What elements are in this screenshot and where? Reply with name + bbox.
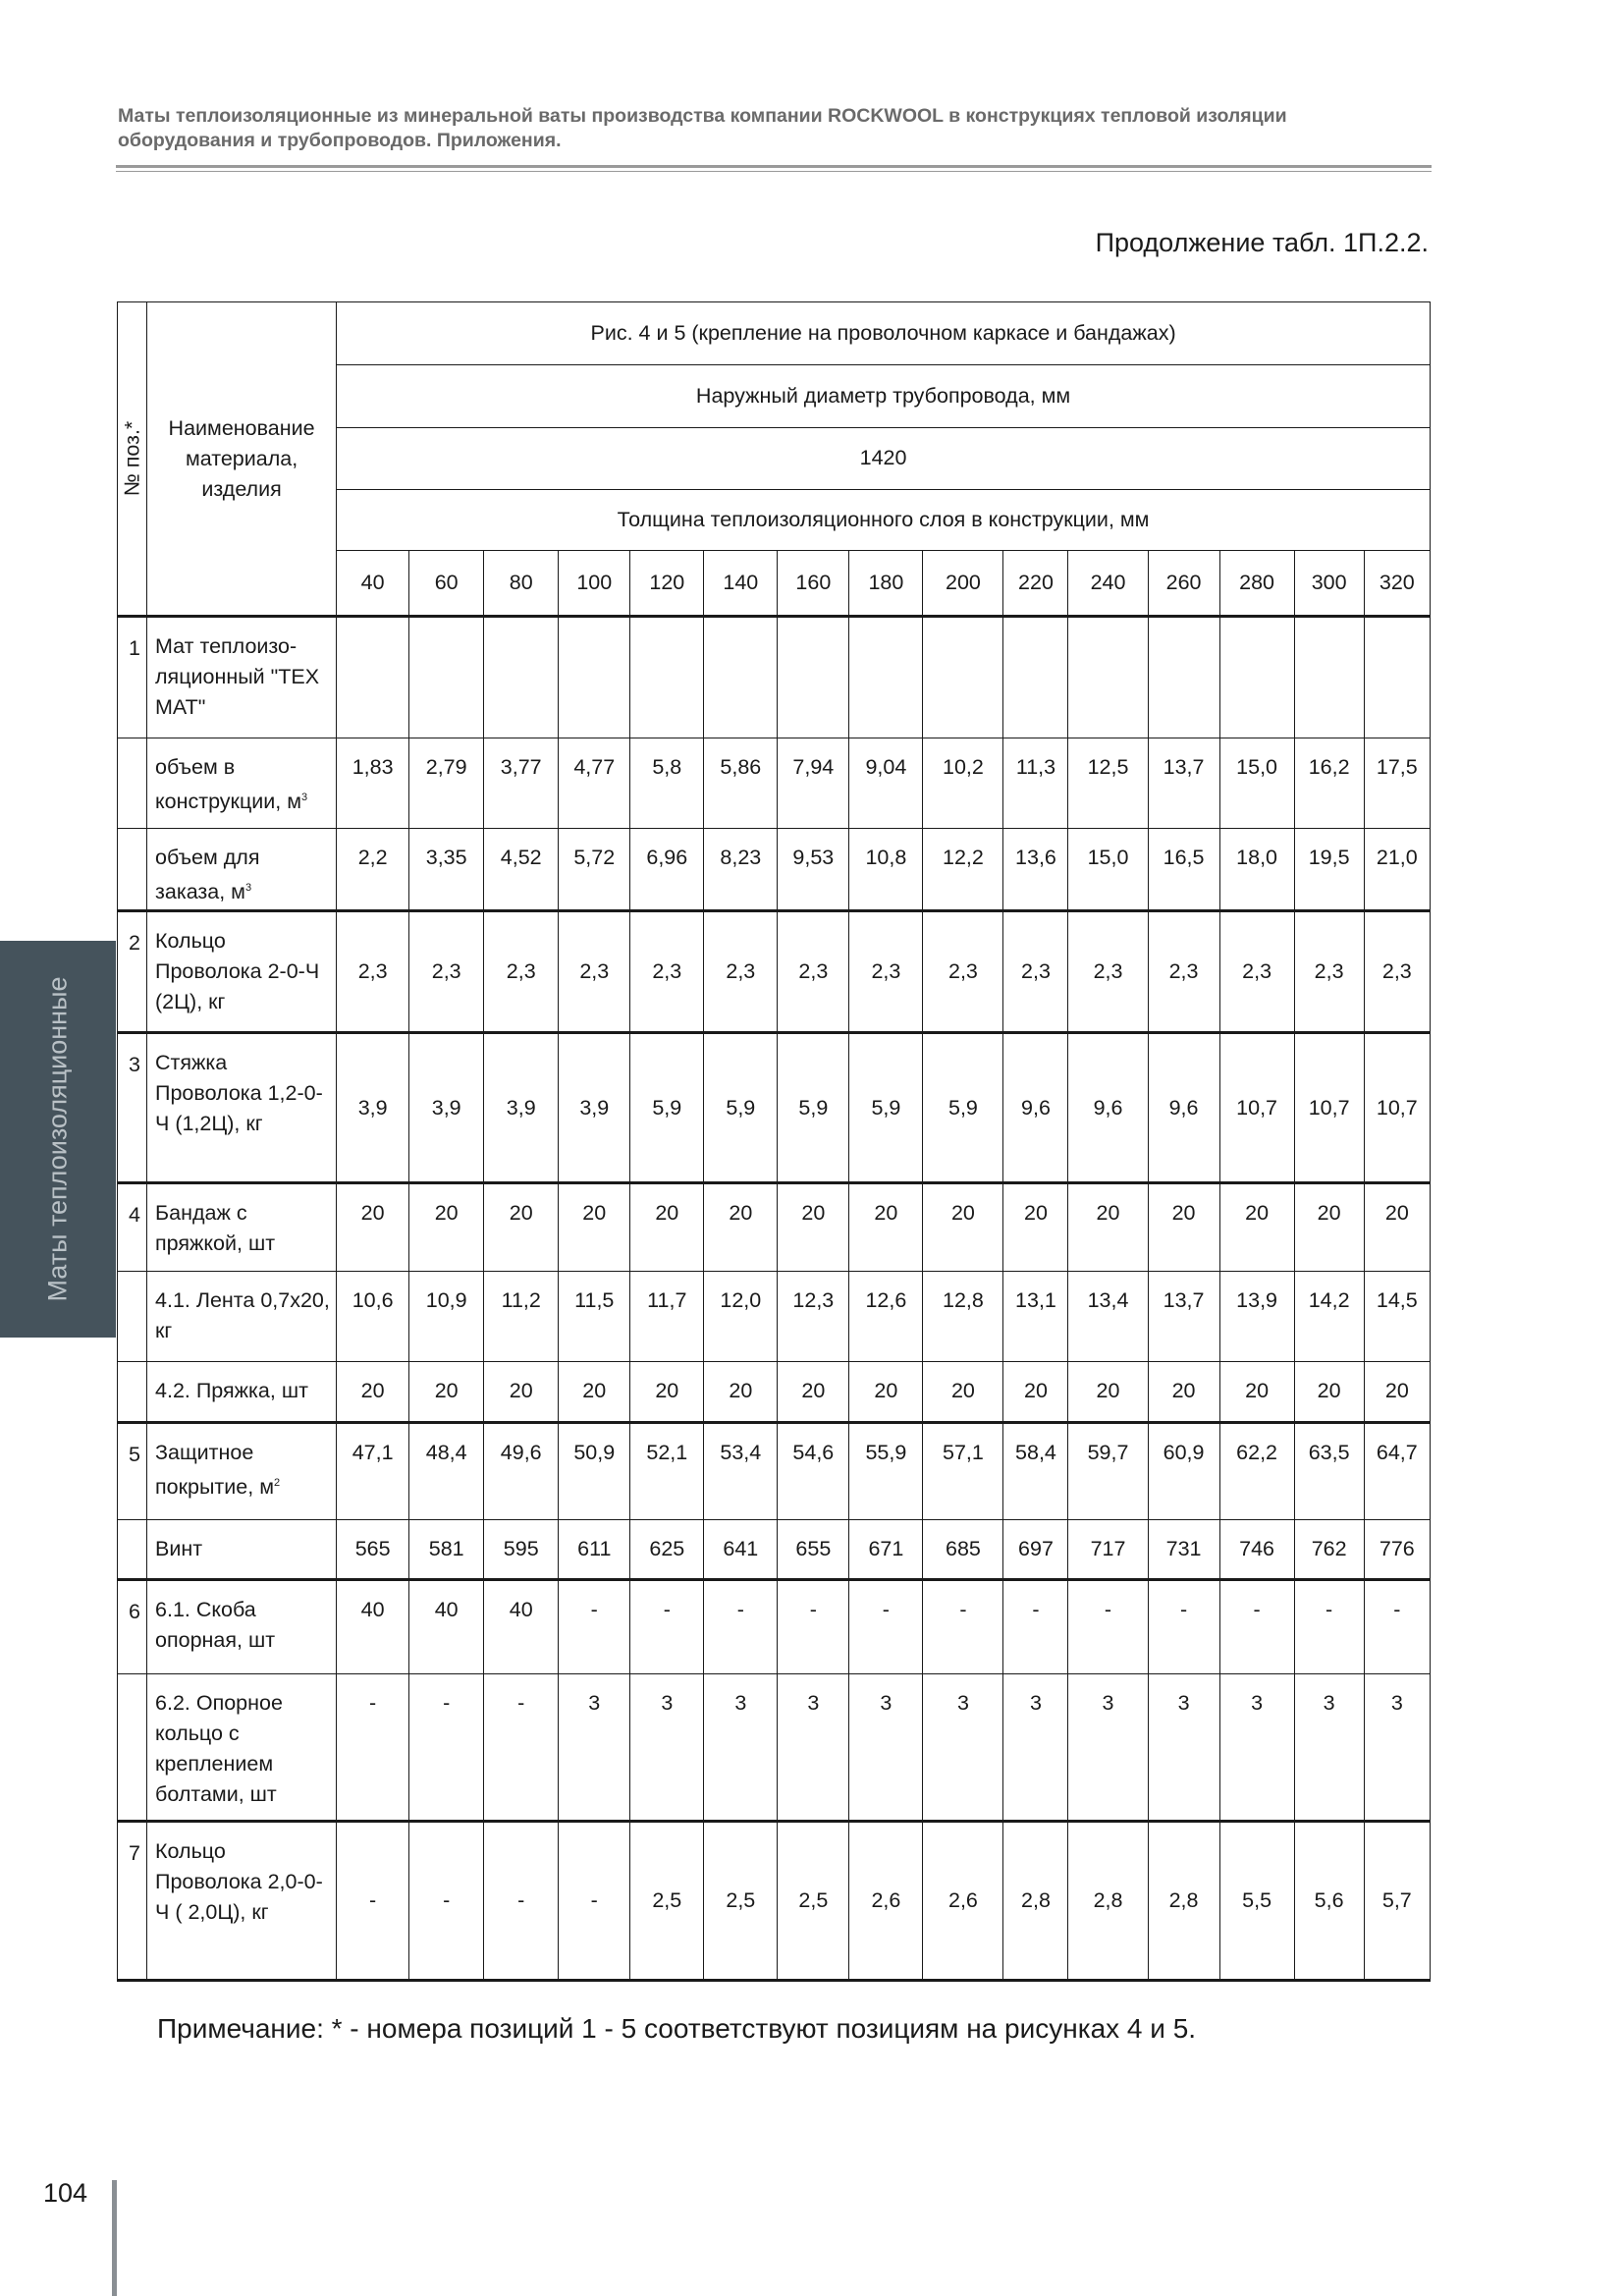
row-position-number: 5 (118, 1423, 147, 1520)
table-cell: 20 (409, 1362, 484, 1423)
table-cell: 5,6 (1294, 1822, 1364, 1981)
row-material-name (147, 829, 337, 911)
table-cell (337, 617, 409, 738)
table-cell: 10,7 (1364, 1033, 1430, 1183)
pos-header-cell (118, 302, 147, 617)
thickness-header: Толщина теплоизоляционного слоя в конструкции, мм (337, 490, 1431, 551)
table-cell: 3,9 (337, 1033, 409, 1183)
row-position-number: 3 (118, 1033, 147, 1183)
table-cell: 17,5 (1364, 738, 1430, 829)
table-cell: 3 (704, 1674, 778, 1822)
table-cell: 776 (1364, 1520, 1430, 1580)
table-cell: - (1364, 1580, 1430, 1674)
diameter-value: 1420 (337, 427, 1431, 490)
table-cell: 48,4 (409, 1423, 484, 1520)
table-cell: 58,4 (1003, 1423, 1068, 1520)
table-cell: 20 (1294, 1183, 1364, 1272)
table-cell: 762 (1294, 1520, 1364, 1580)
figure-header: Рис. 4 и 5 (крепление на проволочном каркасе и бандажах) (337, 302, 1431, 365)
table-cell: 3 (1219, 1674, 1294, 1822)
row-material-name (147, 1272, 337, 1362)
table-cell: 3,77 (484, 738, 559, 829)
table-cell: 20 (704, 1183, 778, 1272)
table-cell: 2,3 (1068, 911, 1148, 1033)
table-cell: 20 (1364, 1362, 1430, 1423)
row-material-name-text: Мат теплоизо-ляционный "ТЕХ МАТ" (155, 634, 320, 719)
row-position-number: 1 (118, 617, 147, 738)
table-cell: 5,7 (1364, 1822, 1430, 1981)
table-cell: 2,6 (923, 1822, 1003, 1981)
table-cell: 13,9 (1219, 1272, 1294, 1362)
table-row (118, 1362, 1431, 1423)
table-cell: 20 (849, 1183, 923, 1272)
row-position-number (118, 1674, 147, 1822)
table-row (118, 1674, 1431, 1822)
table-cell: 20 (409, 1183, 484, 1272)
table-cell: 3 (630, 1674, 704, 1822)
table-cell: - (923, 1580, 1003, 1674)
thickness-header-cell: 60 (409, 551, 484, 617)
table-cell: 10,7 (1294, 1033, 1364, 1183)
row-material-name-text: 4.1. Лента 0,7х20, кг (155, 1288, 330, 1342)
table-cell: 2,3 (704, 911, 778, 1033)
table-cell: 20 (1068, 1183, 1148, 1272)
table-cell (1364, 617, 1430, 738)
table-row (118, 911, 1431, 1033)
table-cell: 60,9 (1148, 1423, 1219, 1520)
table-cell: 5,9 (849, 1033, 923, 1183)
table-cell: 3 (778, 1674, 849, 1822)
table-cell: 2,6 (849, 1822, 923, 1981)
table-cell: 20 (1148, 1183, 1219, 1272)
document-header (118, 104, 1434, 153)
table-cell: 641 (704, 1520, 778, 1580)
table-cell: 20 (1003, 1183, 1068, 1272)
side-tab-label: Маты теплоизоляционные (42, 976, 73, 1302)
table-cell (1219, 617, 1294, 738)
table-cell: 5,9 (630, 1033, 704, 1183)
table-cell: 2,2 (337, 829, 409, 911)
table-cell: - (1068, 1580, 1148, 1674)
table-cell: 20 (559, 1362, 630, 1423)
table-cell: 5,9 (704, 1033, 778, 1183)
table-cell: 40 (409, 1580, 484, 1674)
table-cell: 63,5 (1294, 1423, 1364, 1520)
table-cell: - (409, 1822, 484, 1981)
table-cell: 15,0 (1068, 829, 1148, 911)
table-cell: - (1003, 1580, 1068, 1674)
table-cell: 9,53 (778, 829, 849, 911)
table-cell: 13,4 (1068, 1272, 1148, 1362)
table-cell: 2,79 (409, 738, 484, 829)
table-cell: 49,6 (484, 1423, 559, 1520)
thickness-header-cell: 120 (630, 551, 704, 617)
table-cell: 20 (337, 1362, 409, 1423)
table-cell: 13,7 (1148, 738, 1219, 829)
table-cell (849, 617, 923, 738)
thickness-header-cell: 100 (559, 551, 630, 617)
table-cell: 2,8 (1148, 1822, 1219, 1981)
table-cell: 3,9 (484, 1033, 559, 1183)
table-cell (1003, 617, 1068, 738)
table-cell: 11,7 (630, 1272, 704, 1362)
table-cell: 5,9 (778, 1033, 849, 1183)
table-cell: 9,6 (1068, 1033, 1148, 1183)
table-cell: - (1148, 1580, 1219, 1674)
row-material-name-text: Бандаж с пряжкой, шт (155, 1201, 276, 1255)
table-cell: 3 (1003, 1674, 1068, 1822)
table-cell: 581 (409, 1520, 484, 1580)
table-cell: 611 (559, 1520, 630, 1580)
page-number-bar (112, 2180, 117, 2296)
table-cell: 565 (337, 1520, 409, 1580)
row-material-name-text: Винт (155, 1537, 203, 1560)
table-cell: 16,5 (1148, 829, 1219, 911)
row-position-number (118, 738, 147, 829)
table-cell: 21,0 (1364, 829, 1430, 911)
table-cell: - (1294, 1580, 1364, 1674)
table-cell: 2,5 (704, 1822, 778, 1981)
row-material-name (147, 738, 337, 829)
table-continuation-label: Продолжение табл. 1П.2.2. (1095, 228, 1429, 257)
table-cell: - (409, 1674, 484, 1822)
table-cell: - (630, 1580, 704, 1674)
table-cell: 40 (337, 1580, 409, 1674)
table-cell: 11,5 (559, 1272, 630, 1362)
table-cell: 9,6 (1003, 1033, 1068, 1183)
table-cell: 3,9 (559, 1033, 630, 1183)
table-cell: 2,3 (1003, 911, 1068, 1033)
table-row (118, 617, 1431, 738)
table-cell: 12,3 (778, 1272, 849, 1362)
table-row (118, 738, 1431, 829)
header-rule (116, 165, 1432, 168)
table-cell: 2,3 (1294, 911, 1364, 1033)
thickness-header-cell: 200 (923, 551, 1003, 617)
thickness-header-cell: 220 (1003, 551, 1068, 617)
table-cell: 8,23 (704, 829, 778, 911)
header-line-2: оборудования и трубопроводов. Приложения. (118, 130, 562, 151)
row-position-number (118, 829, 147, 911)
table-cell (923, 617, 1003, 738)
table-cell: 1,83 (337, 738, 409, 829)
table-cell: 40 (484, 1580, 559, 1674)
table-row (118, 829, 1431, 911)
table-cell: 16,2 (1294, 738, 1364, 829)
table-row (118, 1822, 1431, 1981)
row-material-name-text: Кольцо Проволока 2-0-Ч (2Ц), кг (155, 929, 320, 1013)
row-material-name (147, 1183, 337, 1272)
table-cell: 12,2 (923, 829, 1003, 911)
table-cell: 12,6 (849, 1272, 923, 1362)
row-material-name-text: 6.1. Скоба опорная, шт (155, 1598, 276, 1652)
table-cell: 20 (559, 1183, 630, 1272)
table-cell: 9,04 (849, 738, 923, 829)
table-cell: - (704, 1580, 778, 1674)
row-material-name (147, 1520, 337, 1580)
table-cell: 20 (630, 1362, 704, 1423)
table-cell: 731 (1148, 1520, 1219, 1580)
table-cell: 20 (1219, 1183, 1294, 1272)
header-rule-thin (116, 171, 1432, 172)
table-cell: 2,3 (778, 911, 849, 1033)
table-cell: 20 (778, 1362, 849, 1423)
table-cell: 20 (1148, 1362, 1219, 1423)
thickness-header-cell: 40 (337, 551, 409, 617)
table-cell: 2,5 (778, 1822, 849, 1981)
thickness-header-cell: 260 (1148, 551, 1219, 617)
table-cell: 20 (778, 1183, 849, 1272)
table-cell: 3 (1294, 1674, 1364, 1822)
name-header: Наименование материала, изделия (147, 302, 337, 617)
table-cell: 11,3 (1003, 738, 1068, 829)
table-cell: 15,0 (1219, 738, 1294, 829)
row-material-name-text: объем для заказа, м (155, 846, 260, 903)
table-cell: 20 (1068, 1362, 1148, 1423)
table-cell: 2,3 (849, 911, 923, 1033)
row-material-name-text: Стяжка Проволока 1,2-0-Ч (1,2Ц), кг (155, 1051, 323, 1135)
thickness-header-cell: 140 (704, 551, 778, 617)
unit-superscript: 3 (244, 882, 252, 894)
row-position-number: 7 (118, 1822, 147, 1981)
table-cell: 18,0 (1219, 829, 1294, 911)
table-cell: 10,9 (409, 1272, 484, 1362)
table-cell: 10,7 (1219, 1033, 1294, 1183)
unit-superscript: 3 (301, 792, 308, 803)
table-cell: 2,8 (1003, 1822, 1068, 1981)
table-cell: 54,6 (778, 1423, 849, 1520)
table-row (118, 1183, 1431, 1272)
table-cell: - (778, 1580, 849, 1674)
table-cell: 3 (1148, 1674, 1219, 1822)
table-cell: 14,5 (1364, 1272, 1430, 1362)
table-cell: 11,2 (484, 1272, 559, 1362)
row-material-name (147, 1362, 337, 1423)
table-cell: 52,1 (630, 1423, 704, 1520)
table-cell: 746 (1219, 1520, 1294, 1580)
table-cell: 62,2 (1219, 1423, 1294, 1520)
table-cell: 2,3 (630, 911, 704, 1033)
table-cell: 697 (1003, 1520, 1068, 1580)
table-cell: 717 (1068, 1520, 1148, 1580)
table-cell: 20 (484, 1183, 559, 1272)
table-cell: 20 (630, 1183, 704, 1272)
thickness-header-cell: 80 (484, 551, 559, 617)
row-material-name-text: 4.2. Пряжка, шт (155, 1379, 308, 1402)
row-material-name-text: 6.2. Опорное кольцо с креплением болтами, шт (155, 1691, 283, 1806)
table-note: Примечание: * - номера позиций 1 - 5 соответствуют позициям на рисунках 4 и 5. (157, 2013, 1197, 2044)
table-cell: 5,8 (630, 738, 704, 829)
unit-superscript: 2 (273, 1477, 281, 1489)
table-cell: 2,3 (1364, 911, 1430, 1033)
row-material-name (147, 1580, 337, 1674)
header-line-1: Маты теплоизоляционные из минеральной ваты производства компании ROCKWOOL в конструкциях тепловой изоляции (118, 105, 1287, 127)
table-cell: 64,7 (1364, 1423, 1430, 1520)
table-cell: 55,9 (849, 1423, 923, 1520)
table-cell (704, 617, 778, 738)
table-cell (1294, 617, 1364, 738)
page-number: 104 (43, 2178, 88, 2208)
table-cell: 10,6 (337, 1272, 409, 1362)
table-cell: 9,6 (1148, 1033, 1219, 1183)
table-cell: 2,8 (1068, 1822, 1148, 1981)
table-cell (409, 617, 484, 738)
table-cell: 10,8 (849, 829, 923, 911)
row-material-name (147, 617, 337, 738)
table-cell: 3 (849, 1674, 923, 1822)
row-material-name (147, 1822, 337, 1981)
table-cell: 2,3 (337, 911, 409, 1033)
table-cell: 20 (1294, 1362, 1364, 1423)
table-row (118, 1272, 1431, 1362)
table-cell: 47,1 (337, 1423, 409, 1520)
table-cell: 5,5 (1219, 1822, 1294, 1981)
table-cell: 20 (1364, 1183, 1430, 1272)
table-cell (1148, 617, 1219, 738)
table-row (118, 1580, 1431, 1674)
row-position-number: 4 (118, 1183, 147, 1272)
table-cell: 13,7 (1148, 1272, 1219, 1362)
table-cell: - (484, 1674, 559, 1822)
row-position-number (118, 1362, 147, 1423)
table-cell: 5,86 (704, 738, 778, 829)
table-cell: 59,7 (1068, 1423, 1148, 1520)
table-cell: 20 (1219, 1362, 1294, 1423)
table-cell: 12,8 (923, 1272, 1003, 1362)
table-cell: 12,0 (704, 1272, 778, 1362)
thickness-header-cell: 280 (1219, 551, 1294, 617)
table-cell: 3 (559, 1674, 630, 1822)
row-position-number: 2 (118, 911, 147, 1033)
thickness-header-cell: 300 (1294, 551, 1364, 617)
row-material-name (147, 1033, 337, 1183)
table-cell (778, 617, 849, 738)
table-cell (484, 617, 559, 738)
row-material-name-text: Кольцо Проволока 2,0-0-Ч ( 2,0Ц), кг (155, 1839, 323, 1924)
table-cell: 19,5 (1294, 829, 1364, 911)
table-cell: - (559, 1580, 630, 1674)
table-cell: - (1219, 1580, 1294, 1674)
row-position-number (118, 1272, 147, 1362)
table-cell: - (849, 1580, 923, 1674)
table-cell: 4,52 (484, 829, 559, 911)
materials-table (117, 301, 1431, 1982)
table-cell: 5,72 (559, 829, 630, 911)
thickness-header-cell: 180 (849, 551, 923, 617)
table-cell: - (559, 1822, 630, 1981)
thickness-header-cell: 240 (1068, 551, 1148, 617)
table-row (118, 1033, 1431, 1183)
table-cell (1068, 617, 1148, 738)
table-cell: 671 (849, 1520, 923, 1580)
table-cell: 625 (630, 1520, 704, 1580)
table-cell: 2,3 (409, 911, 484, 1033)
table-cell: 12,5 (1068, 738, 1148, 829)
table-cell: 6,96 (630, 829, 704, 911)
table-cell: 2,3 (1148, 911, 1219, 1033)
table-cell: - (337, 1822, 409, 1981)
thickness-header-cell: 320 (1364, 551, 1430, 617)
table-cell: 2,3 (559, 911, 630, 1033)
table-cell (630, 617, 704, 738)
table-cell: 2,3 (923, 911, 1003, 1033)
table-cell (559, 617, 630, 738)
table-cell: 20 (1003, 1362, 1068, 1423)
table-cell: 5,9 (923, 1033, 1003, 1183)
table-cell: 20 (704, 1362, 778, 1423)
table-cell: 3,35 (409, 829, 484, 911)
row-position-number: 6 (118, 1580, 147, 1674)
table-row (118, 1423, 1431, 1520)
table-cell: 20 (923, 1183, 1003, 1272)
table-cell: 20 (849, 1362, 923, 1423)
table-cell: 2,3 (1219, 911, 1294, 1033)
table-row (118, 1520, 1431, 1580)
table-cell: 50,9 (559, 1423, 630, 1520)
table-cell: 14,2 (1294, 1272, 1364, 1362)
table-cell: 2,5 (630, 1822, 704, 1981)
row-material-name (147, 911, 337, 1033)
table-cell: 3 (1068, 1674, 1148, 1822)
diameter-header: Наружный диаметр трубопровода, мм (337, 364, 1431, 427)
table-cell: 4,77 (559, 738, 630, 829)
table-cell: 13,1 (1003, 1272, 1068, 1362)
row-material-name-text: объем в конструкции, м (155, 755, 302, 813)
row-material-name (147, 1674, 337, 1822)
table-cell: 20 (337, 1183, 409, 1272)
table-cell: 2,3 (484, 911, 559, 1033)
table-cell: 13,6 (1003, 829, 1068, 911)
thickness-header-cell: 160 (778, 551, 849, 617)
table-cell: 20 (923, 1362, 1003, 1423)
pos-header: № поз.* (120, 420, 143, 497)
table-cell: 3,9 (409, 1033, 484, 1183)
row-material-name-text: Защитное покрытие, м (155, 1441, 274, 1499)
table-cell: - (337, 1674, 409, 1822)
table-cell: 7,94 (778, 738, 849, 829)
table-cell: 10,2 (923, 738, 1003, 829)
row-material-name (147, 1423, 337, 1520)
table-cell: - (484, 1822, 559, 1981)
table-cell: 3 (1364, 1674, 1430, 1822)
row-position-number (118, 1520, 147, 1580)
table-cell: 3 (923, 1674, 1003, 1822)
table-cell: 57,1 (923, 1423, 1003, 1520)
table-cell: 20 (484, 1362, 559, 1423)
table-cell: 595 (484, 1520, 559, 1580)
table-cell: 655 (778, 1520, 849, 1580)
table-cell: 685 (923, 1520, 1003, 1580)
table-cell: 53,4 (704, 1423, 778, 1520)
